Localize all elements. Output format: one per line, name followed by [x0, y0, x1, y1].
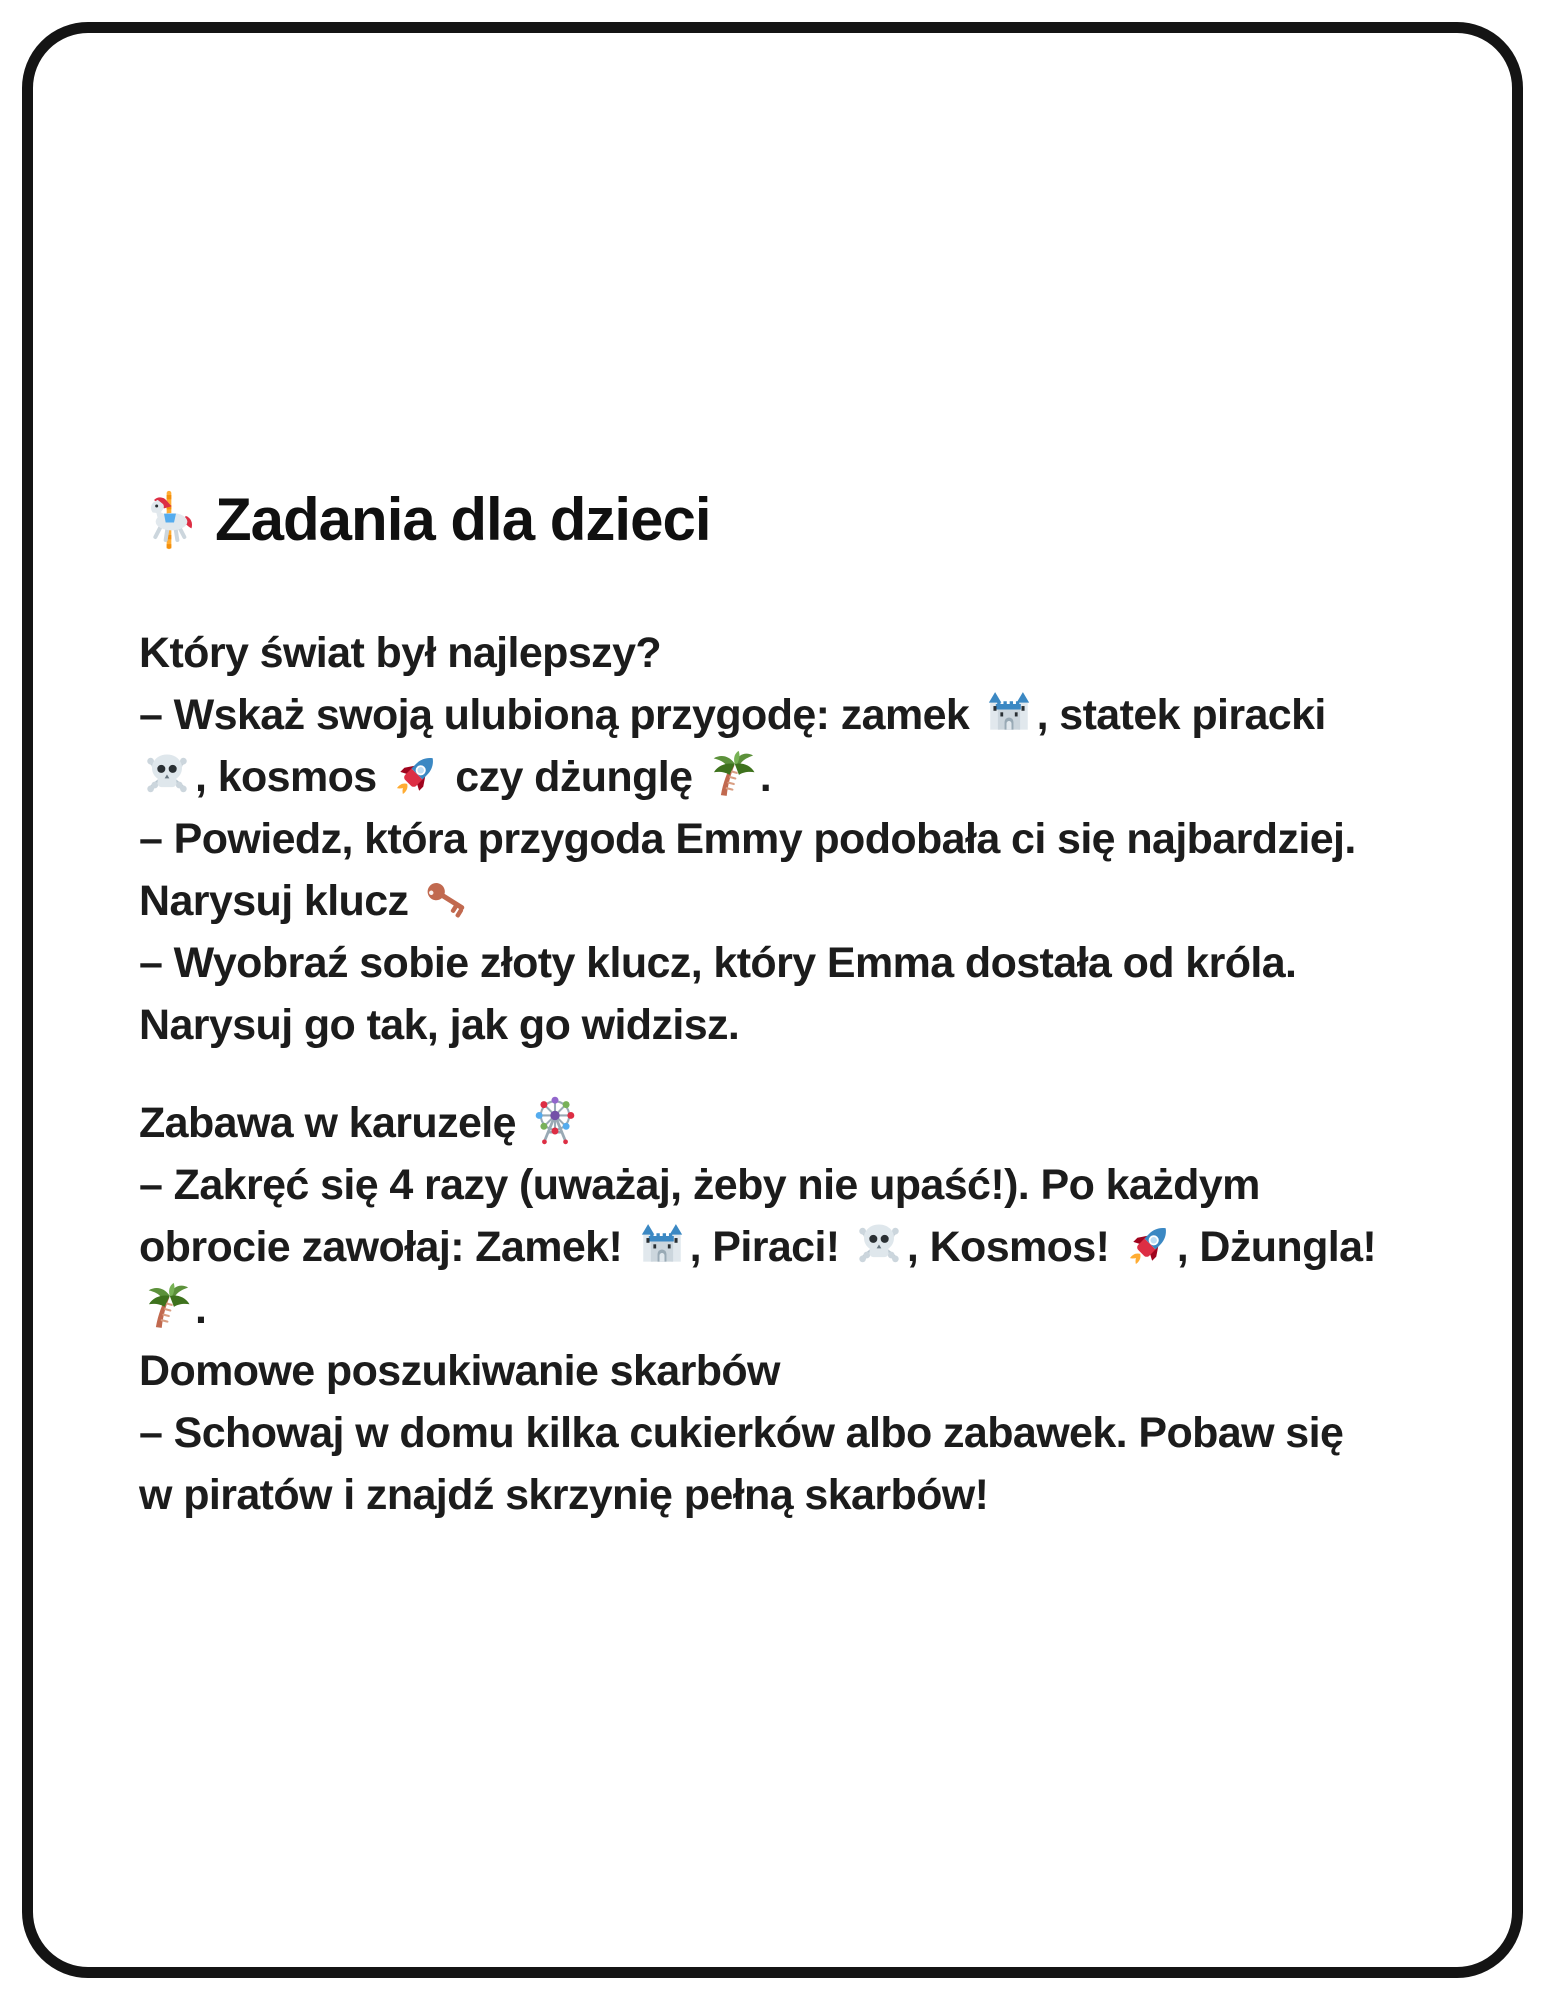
palm-tree-icon — [704, 753, 760, 801]
text-line: Zabawa w karuzelę — [139, 1092, 1376, 1154]
text-line: w piratów i znajdź skrzynię pełną skarbów! — [139, 1471, 989, 1519]
skull-crossbones-icon — [139, 753, 195, 801]
page-title-text: Zadania dla dzieci — [215, 486, 711, 553]
tasks-paragraph-1 — [139, 622, 1356, 1056]
text-line: – Wskaż swoją ulubioną przygodę: zamek , statek piracki — [139, 691, 1326, 739]
page-title — [139, 485, 711, 554]
castle-icon — [634, 1223, 690, 1271]
skull-crossbones-icon — [851, 1223, 907, 1271]
carousel-horse-icon — [139, 490, 199, 550]
text-line: Domowe poszukiwanie skarbów — [139, 1347, 780, 1395]
text-line: . — [139, 1278, 1376, 1340]
text-line: – Wyobraź sobie złoty klucz, który Emma dostała od króla. — [139, 939, 1297, 987]
tasks-paragraph-2 — [139, 1092, 1376, 1526]
text-line: obrocie zawołaj: Zamek! , Piraci! , Kosmos! , Dżungla! — [139, 1216, 1376, 1278]
palm-tree-icon — [139, 1285, 195, 1333]
text-line: – Powiedz, która przygoda Emmy podobała ci się najbardziej. — [139, 815, 1356, 863]
text-line: – Zakręć się 4 razy (uważaj, żeby nie upaść!). Po każdym — [139, 1161, 1260, 1209]
old-key-icon — [420, 877, 476, 925]
rocket-icon — [388, 753, 444, 801]
text-line: Który świat był najlepszy? — [139, 629, 662, 677]
castle-icon — [981, 691, 1037, 739]
page-card — [22, 22, 1523, 1978]
text-line: Narysuj go tak, jak go widzisz. — [139, 1001, 740, 1049]
text-line: , kosmos czy dżunglę . — [139, 746, 1356, 808]
text-line: Narysuj klucz — [139, 870, 1356, 932]
ferris-wheel-icon — [527, 1099, 583, 1147]
rocket-icon — [1121, 1223, 1177, 1271]
text-line: – Schowaj w domu kilka cukierków albo zabawek. Pobaw się — [139, 1409, 1344, 1457]
